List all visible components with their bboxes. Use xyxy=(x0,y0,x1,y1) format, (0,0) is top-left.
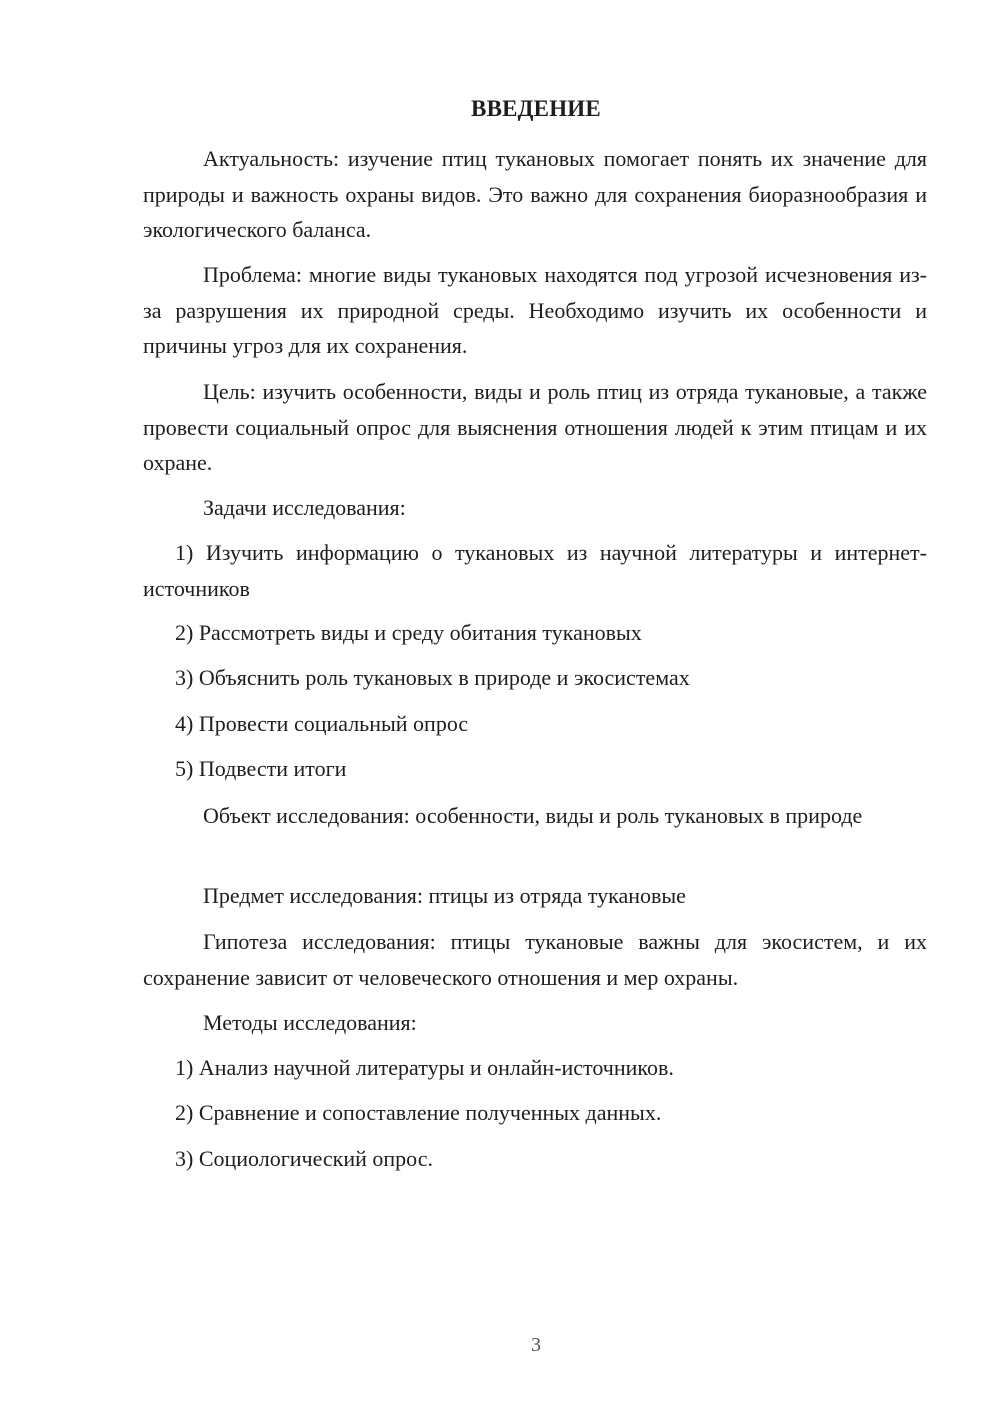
hypothesis-paragraph: Гипотеза исследования: птицы тукановые важны для экосистем, и их сохранение зависит от человеческого отношения и мер охраны. xyxy=(143,929,927,990)
task-item-4: 4) Провести социальный опрос xyxy=(175,711,469,736)
task-item-3: 3) Объяснить роль тукановых в природе и экосистемах xyxy=(175,665,690,690)
task-item-5: 5) Подвести итоги xyxy=(175,756,347,781)
section-title: ВВЕДЕНИЕ xyxy=(471,96,601,121)
task-item-1: 1) Изучить информацию о тукановых из научной литературы и интернет-источников xyxy=(143,540,927,601)
method-item-2: 2) Сравнение и сопоставление полученных данных. xyxy=(175,1100,662,1125)
methods-heading: Методы исследования: xyxy=(203,1010,417,1035)
page-number: 3 xyxy=(531,1334,541,1356)
problem-paragraph: Проблема: многие виды тукановых находятся под угрозой исчезновения из-за разрушения их природной среды. Необходимо изучить их особенности и причины угроз для их сохранения. xyxy=(143,262,927,358)
task-item-2: 2) Рассмотреть виды и среду обитания тукановых xyxy=(175,620,642,645)
object-paragraph: Объект исследования: особенности, виды и роль тукановых в природе xyxy=(203,803,863,828)
method-item-3: 3) Социологический опрос. xyxy=(175,1146,433,1171)
goal-paragraph: Цель: изучить особенности, виды и роль птиц из отряда тукановые, а также провести социальный опрос для выяснения отношения людей к этим птицам и их охране. xyxy=(143,379,927,475)
relevance-paragraph: Актуальность: изучение птиц тукановых помогает понять их значение для природы и важность охраны видов. Это важно для сохранения биоразнообразия и экологического баланса. xyxy=(143,146,927,242)
method-item-1: 1) Анализ научной литературы и онлайн-источников. xyxy=(175,1055,674,1080)
tasks-heading: Задачи исследования: xyxy=(203,495,406,520)
subject-paragraph: Предмет исследования: птицы из отряда тукановые xyxy=(203,883,686,908)
